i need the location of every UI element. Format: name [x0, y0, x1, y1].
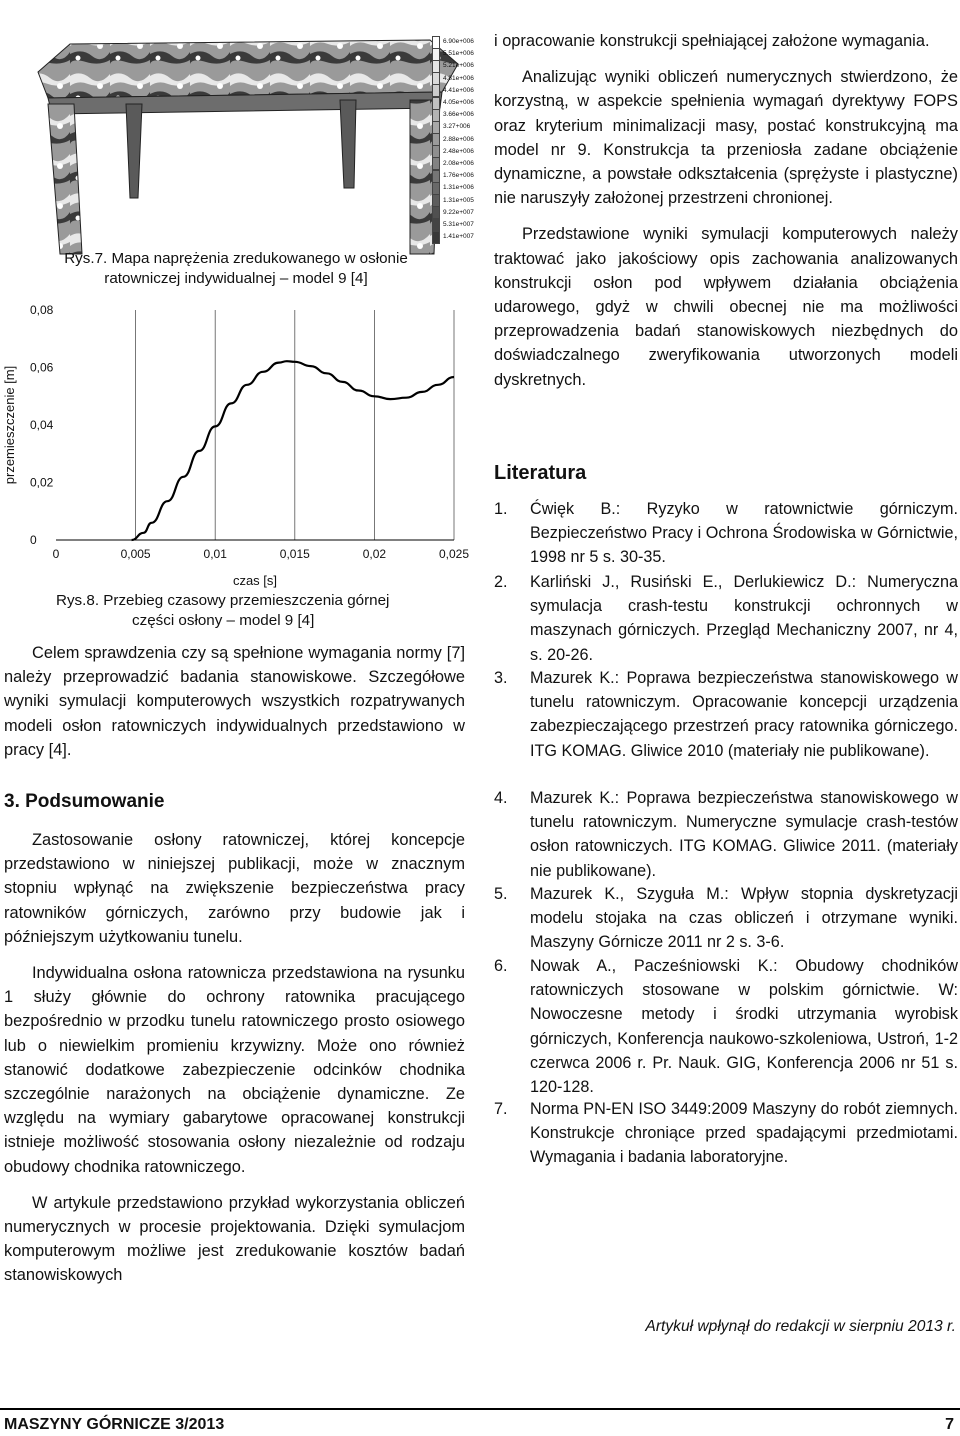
- x-tick-label: 0,01: [203, 547, 227, 561]
- legend-swatch: [432, 109, 440, 122]
- legend-entry: [432, 85, 494, 97]
- reference-text: Mazurek K.: Poprawa bezpieczeństwa stanowiskowego w tunelu ratowniczym. Opracowanie koncepcji urządzenia zabezpieczającego przestrzeń pracy ratownika górniczego. ITG KOMAG. Gliwice 2010 (materiały nie publikowane).: [530, 669, 958, 760]
- legend-swatch: [432, 157, 440, 170]
- reference-text: Karliński J., Rusiński E., Derlukiewicz D.: Numeryczna symulacja crash-testu konstrukcji ochronnych w maszynach górniczych. Przegląd Mechaniczny 2007, nr 4, s. 20-26.: [530, 573, 958, 664]
- reference-item: [494, 497, 958, 570]
- legend-value: 2.08e+006: [443, 159, 474, 167]
- legend-entry: [432, 48, 494, 60]
- legend-swatch: [432, 72, 440, 85]
- reference-item: [494, 954, 958, 1099]
- legend-value: 5.21e+006: [443, 62, 474, 70]
- legend-swatch: [432, 194, 440, 207]
- legend-value: 5.51e+006: [443, 50, 474, 58]
- x-tick-label: 0,005: [120, 547, 151, 561]
- reference-number: 4.: [494, 789, 508, 807]
- legend-value: 1.76e+006: [443, 172, 474, 180]
- legend-swatch: [432, 218, 440, 231]
- legend-swatch: [432, 36, 440, 49]
- footer-rule: [0, 1408, 960, 1410]
- legend-swatch: [432, 206, 440, 219]
- reference-text: Norma PN-EN ISO 3449:2009 Maszyny do robót ziemnych. Konstrukcje chroniące przed spadającymi przedmiotami. Wymagania i badania laboratoryjne.: [530, 1100, 958, 1167]
- legend-value: 9.22e+007: [443, 208, 474, 216]
- legend-swatch: [432, 231, 440, 244]
- reference-item: [494, 1097, 958, 1170]
- legend-entry: [432, 121, 494, 133]
- legend-entry: [432, 146, 494, 158]
- paragraph-analysis: Analizując wyniki obliczeń numerycznych stwierdzono, że korzystną, w aspekcie spełnienia wymagań dyrektywy FOPS oraz kryterium minimalizacji masy, postać konstrukcyjną ma model nr 9. Konstrukcja ta przeniosła zadane obciążenie dynamiczne, a powstałe odkształcenia (sprężyste i plastyczne) nie naruszyły założonej przestrzeni chronionej.: [494, 68, 958, 208]
- reference-text: Nowak A., Pacześniowski K.: Obudowy chodników ratowniczych stosowane w polskim górnictwie. W: Nowoczesne metody i środki utrzymania wyrobisk górniczych, Konferencja naukowo-szkoleniowa, Ustroń, 1-2 czerwca 2006 r. Pr. Nauk. GIG, Konferencja 2006 nr 51 s. 120-128.: [530, 957, 958, 1097]
- legend-entry: [432, 207, 494, 219]
- y-tick-label: 0,02: [30, 475, 54, 490]
- figure-8-caption: [56, 591, 476, 631]
- figure-7-caption-line2: ratowniczej indywidualnej – model 9 [4]: [104, 270, 368, 287]
- x-tick-label: 0,025: [438, 547, 470, 561]
- legend-value: 3.27+006: [443, 123, 471, 131]
- reference-text: Mazurek K., Szyguła M.: Wpływ stopnia dyskretyzacji modelu stojaka na czas obliczeń i otrzymane wyniki. Maszyny Górnicze 2011 nr 2 s. 3-6.: [530, 885, 958, 952]
- section-title-summary: 3. Podsumowanie: [4, 791, 165, 812]
- paragraph-individual-cover: Indywidualna osłona ratownicza przedstawiona na rysunku 1 służy głównie do ochrony ratownika pracującego bezpośrednio w przodku tunelu ratowniczego prosto osiowego lub o niewielkim promieniu krzywizny. Może ono również stanowić dodatkowe zabezpieczenie odcinków chodnika szczególnie narażonych na obciążenie dynamiczne. Ze względu na wymiary gabarytowe opracowanej konstrukcji istnieje możliwość stosowania osłony niezależnie od rodzaju obudowy chodnika ratowniczego.: [4, 964, 465, 1176]
- x-tick-label: 0,015: [279, 547, 310, 561]
- reference-item: [494, 570, 958, 667]
- y-tick-label: 0,08: [30, 303, 54, 317]
- reference-item: [494, 786, 958, 883]
- figure-8-caption-line1: Rys.8. Przebieg czasowy przemieszczenia górnej: [56, 592, 390, 609]
- legend-entry: [432, 97, 494, 109]
- legend-swatch: [432, 84, 440, 97]
- legend-entry: [432, 194, 494, 206]
- reference-text: Ćwięk B.: Ryzyko w ratownictwie górniczym. Bezpieczeństwo Pracy i Ochrona Środowiska w Górnictwie, 1998 nr 5 s. 30-35.: [530, 500, 958, 567]
- right-column: [494, 29, 958, 392]
- legend-swatch: [432, 121, 440, 134]
- legend-value: 4.05e+006: [443, 99, 474, 107]
- y-axis-label: przemieszczenie [m]: [2, 365, 17, 485]
- legend-swatch: [432, 97, 440, 110]
- reference-item: [494, 882, 958, 955]
- legend-entry: [432, 109, 494, 121]
- y-tick-label: 0,04: [30, 418, 54, 432]
- paragraph-simulation-results: Przedstawione wyniki symulacji komputerowych należy traktować jako jakościowy opis zachowania analizowanych konstrukcji osłon pod wpływem działania obciążenia udarowego, gdyż w chwili obecnej nie ma możliwości przeprowadzenia badań stanowiskowych niezbędnych do doświadczalnego zweryfikowania utworzonych modeli dyskretnych.: [494, 225, 958, 389]
- legend-swatch: [432, 145, 440, 158]
- legend-swatch: [432, 170, 440, 183]
- figure-7: [30, 28, 490, 258]
- reference-item: [494, 666, 958, 763]
- reference-number: 5.: [494, 885, 508, 903]
- paragraph-norm-testing: Celem sprawdzenia czy są spełnione wymagania normy [7] należy przeprowadzić badania stanowiskowe. Szczegółowe wyniki symulacji komputerowych wszystkich rozpatrywanych modeli osłon ratowniczych indywidualnych przedstawiono w pracy [4].: [4, 644, 465, 759]
- legend-swatch: [432, 182, 440, 195]
- legend-entry: [432, 170, 494, 182]
- legend-value: 4.41e+006: [443, 86, 474, 94]
- legend-entry: [432, 182, 494, 194]
- legend-value: 1.31e+005: [443, 196, 474, 204]
- stress-legend: [432, 36, 494, 246]
- legend-value: 2.48e+006: [443, 147, 474, 155]
- x-tick-label: 0: [52, 547, 60, 561]
- displacement-line: [132, 361, 454, 540]
- legend-entry: [432, 36, 494, 48]
- reference-text: Mazurek K.: Poprawa bezpieczeństwa stanowiskowego w tunelu ratowniczym. Numeryczne symulacje crash-testów osłon ratowniczych. ITG KOMAG. Gliwice 2011. (materiały nie publikowane).: [530, 789, 958, 880]
- y-tick-label: 0,06: [30, 360, 54, 375]
- y-tick-label: 0: [30, 533, 37, 547]
- legend-value: 4.81e+006: [443, 74, 474, 82]
- reference-number: 7.: [494, 1100, 508, 1118]
- page-number: 7: [945, 1416, 954, 1433]
- legend-entry: [432, 73, 494, 85]
- left-column-summary: [4, 828, 465, 1288]
- journal-name: MASZYNY GÓRNICZE 3/2013: [4, 1416, 225, 1433]
- left-column: [4, 641, 465, 762]
- reference-number: 3.: [494, 669, 508, 687]
- legend-entry: [432, 134, 494, 146]
- received-note: Artykuł wpłynął do redakcji w sierpniu 2013 r.: [645, 1318, 956, 1335]
- figure-7-caption-line1: Rys.7. Mapa naprężenia zredukowanego w osłonie: [64, 250, 408, 267]
- displacement-chart: [0, 290, 480, 590]
- legend-value: 6.90e+006: [443, 38, 474, 46]
- legend-entry: [432, 219, 494, 231]
- x-tick-label: 0,02: [362, 547, 387, 561]
- legend-entry: [432, 158, 494, 170]
- figure-7-caption: [56, 249, 476, 289]
- legend-value: 2.88e+006: [443, 135, 474, 143]
- x-axis-label: czas [s]: [232, 573, 278, 588]
- figure-8-caption-line2: części osłony – model 9 [4]: [132, 612, 315, 629]
- legend-swatch: [432, 60, 440, 73]
- legend-swatch: [432, 48, 440, 61]
- reference-number: 1.: [494, 500, 508, 518]
- legend-value: 3.66e+006: [443, 111, 474, 119]
- figure-8-chart: [0, 290, 480, 590]
- legend-entry: [432, 60, 494, 72]
- legend-swatch: [432, 133, 440, 146]
- literature-title: Literatura: [494, 462, 587, 484]
- paragraph-continuation: i opracowanie konstrukcji spełniającej założone wymagania.: [494, 32, 930, 50]
- legend-value: 1.41e+007: [443, 233, 474, 241]
- legend-value: 1.31e+006: [443, 184, 474, 192]
- reference-number: 2.: [494, 573, 508, 591]
- legend-value: 5.31e+007: [443, 220, 474, 228]
- paragraph-application: Zastosowanie osłony ratowniczej, której koncepcje przedstawiono w niniejszej publikacji, może w znacznym stopniu wpłynąć na zwiększenie bezpieczeństwa pracy ratowników górniczych, zarówno przy budowie jak i późniejszym użytkowaniu tunelu.: [4, 831, 465, 946]
- stress-map-image: [30, 28, 490, 258]
- legend-entry: [432, 231, 494, 243]
- paragraph-numerical-example: W artykule przedstawiono przykład wykorzystania obliczeń numerycznych w procesie projektowania. Dzięki symulacjom komputerowym możliwe jest zredukowanie kosztów badań stanowiskowych: [4, 1193, 465, 1285]
- reference-number: 6.: [494, 957, 508, 975]
